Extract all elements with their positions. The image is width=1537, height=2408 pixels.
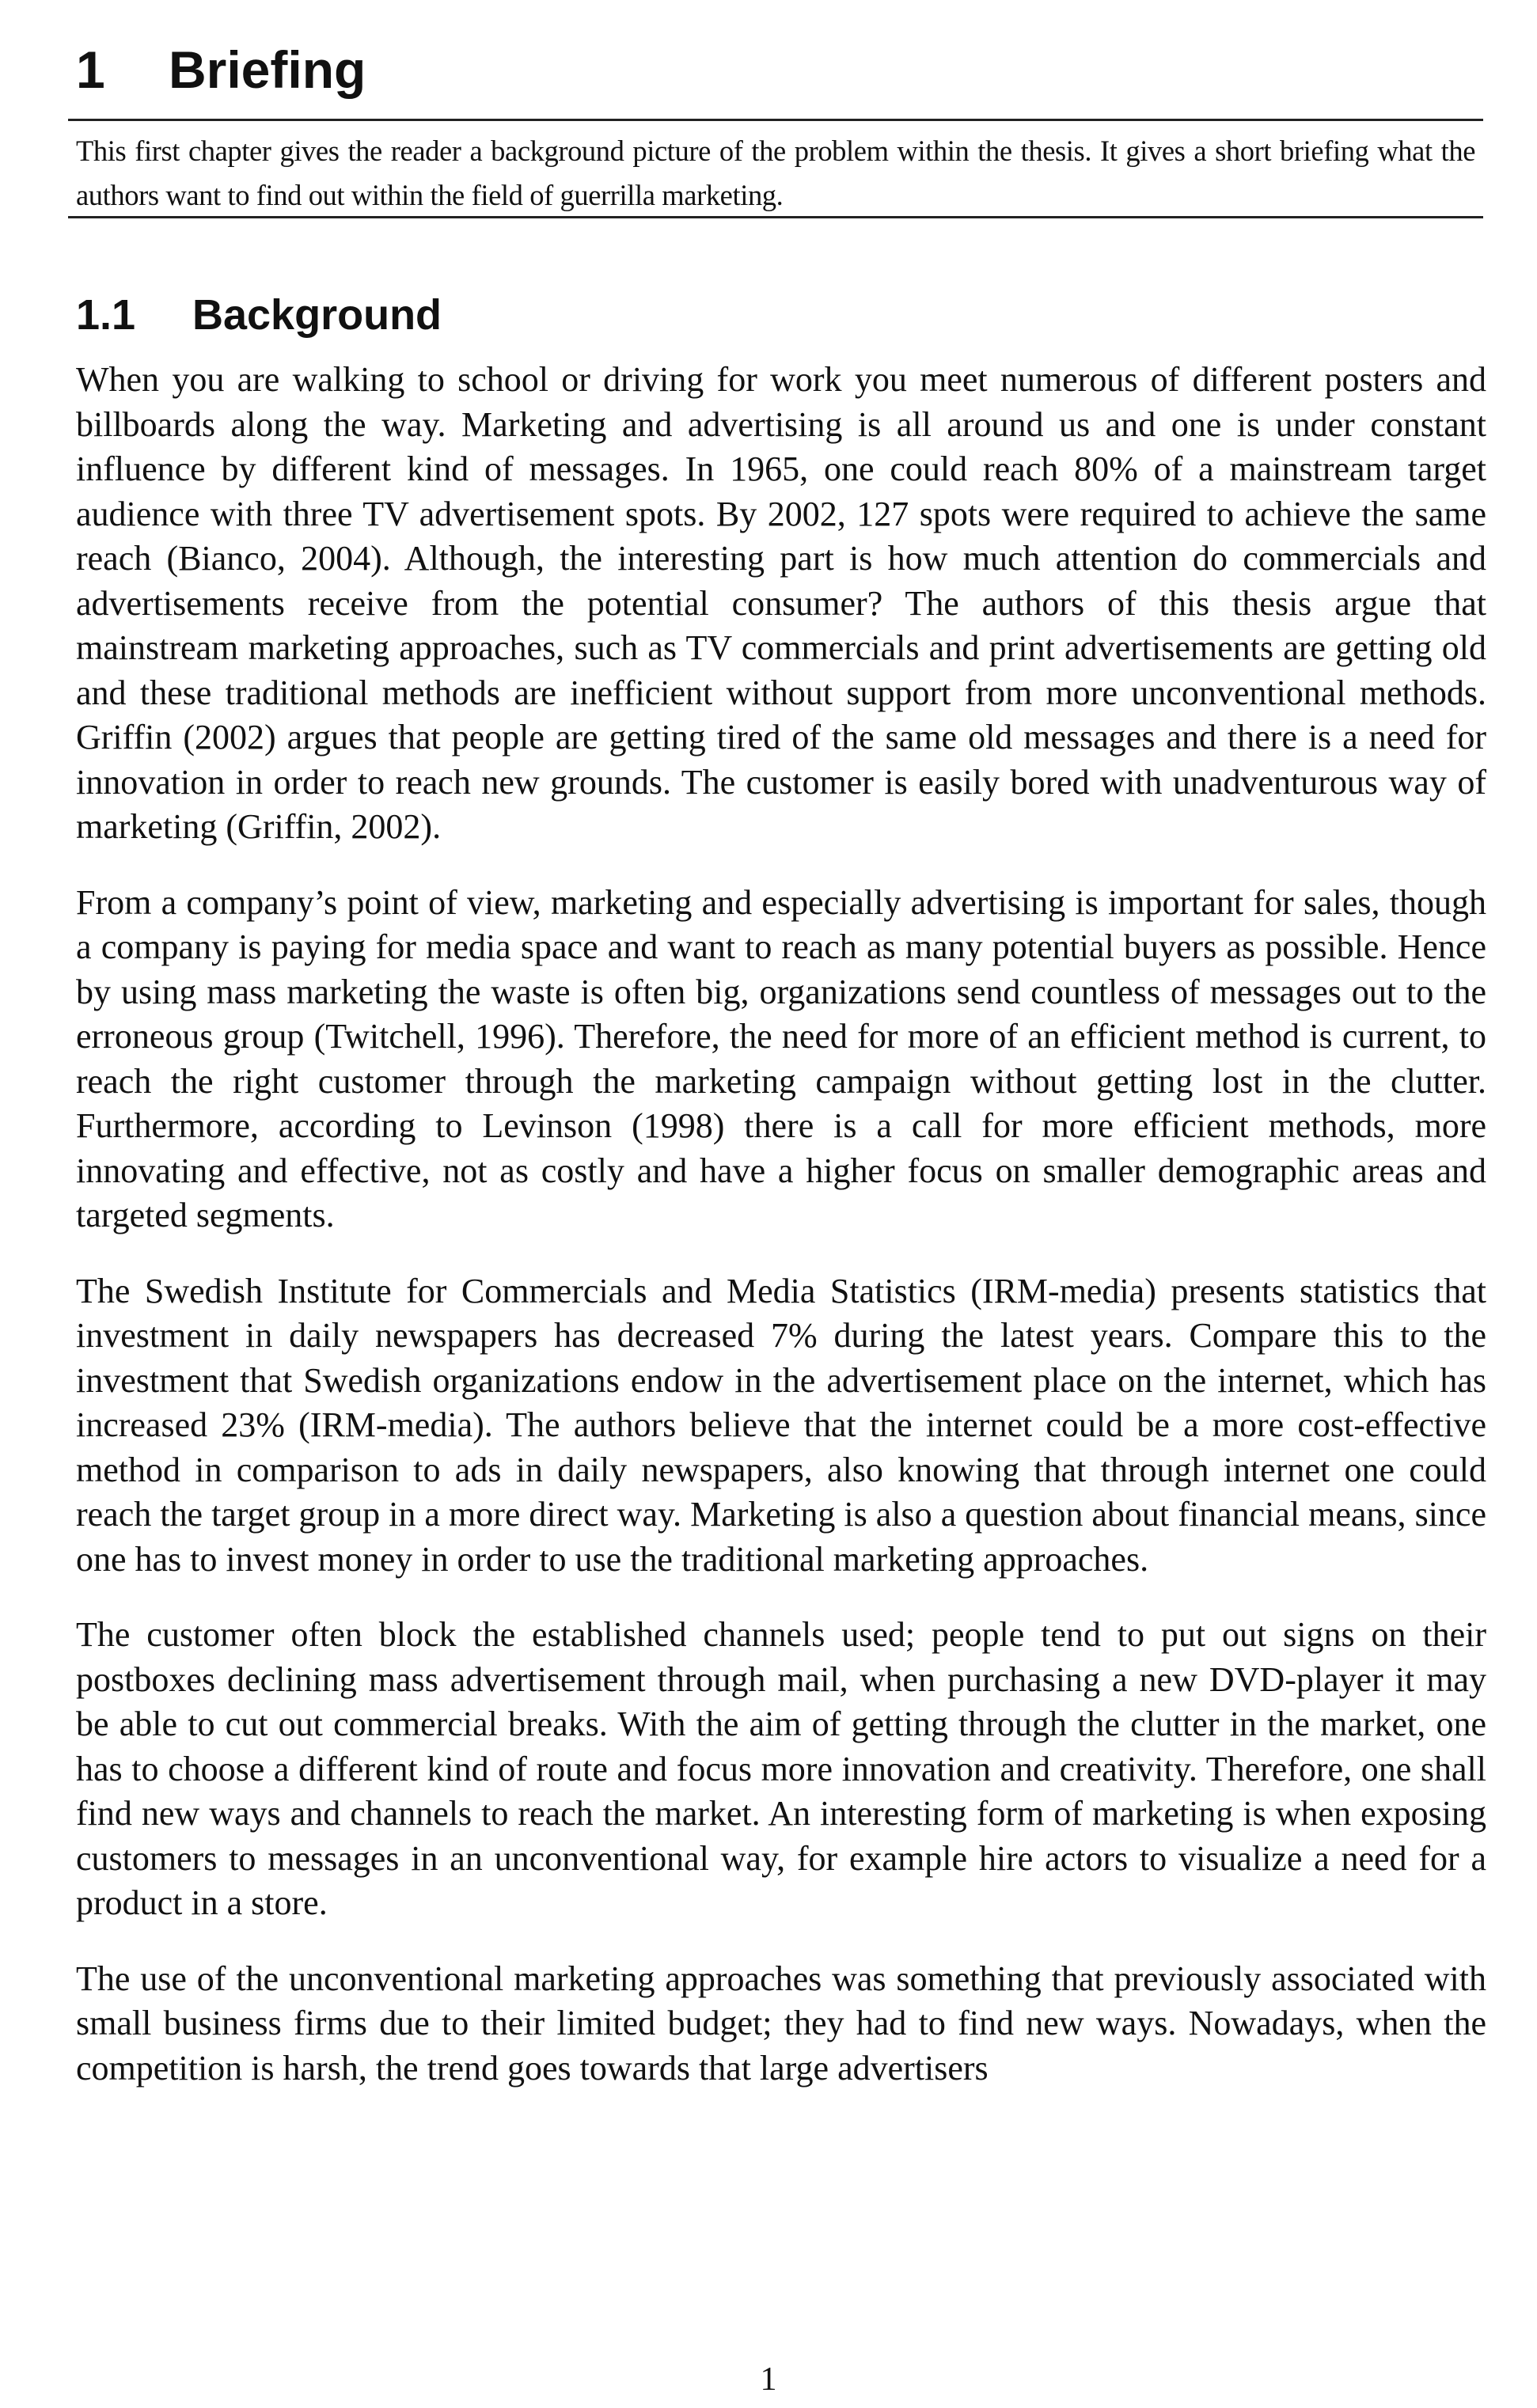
section-heading [76,283,442,347]
paragraph: From a company’s point of view, marketing and especially advertising is important for sales, though a company is paying for media space and want to reach as many potential buyers as possible. Hence by using mass marketing the waste is often big, organizations send countless of messages out to the erroneous group (Twitchell, 1996). Therefore, the need for more of an efficient method is current, to reach the right customer through the marketing campaign without getting lost in the clutter. Furthermore, according to Levinson (1998) there is a call for more efficient methods, more innovating and effective, not as costly and have a higher focus on smaller demographic areas and targeted segments. [76,882,1486,1234]
chapter-number: 1 [76,40,105,99]
page-number: 1 [760,2361,777,2398]
paragraph: The customer often block the established channels used; people tend to put out signs on their postboxes declining mass advertisement through mail, when purchasing a new DVD-player it may be able to cut out commercial breaks. With the aim of getting through the clutter in the market, one has to choose a different kind of route and focus more innovation and creativity. Therefore, one shall find new ways and channels to reach the market. An interesting form of marketing is when exposing customers to messages in an unconventional way, for example hire actors to visualize a need for a product in a store. [76,1615,1486,1922]
chapter-intro-box [68,119,1483,218]
paragraph: When you are walking to school or driving for work you meet numerous of different posters and billboards along the way. Marketing and advertising is all around us and one is under constant influence by different kind of messages. In 1965, one could reach 80% of a mainstream target audience with three TV advertisement spots. By 2002, 127 spots were required to achieve the same reach (Bianco, 2004). Although, the interesting part is how much attention do commercials and advertisements receive from the potential consumer? The authors of this thesis argue that mainstream marketing approaches, such as TV commercials and print advertisements are getting old and these traditional methods are inefficient without support from more unconventional methods. Griffin (2002) argues that people are getting tired of the same old messages and there is a need for innovation in order to reach new grounds. The customer is easily bored with unadventurous way of marketing (Griffin, 2002). [76,360,1486,846]
section-title: Background [192,291,442,339]
section-number: 1.1 [76,291,136,339]
paragraph: The use of the unconventional marketing approaches was something that previously associated with small business firms due to their limited budget; they had to find new ways. Nowadays, when the competition is harsh, the trend goes towards that large advertisers [76,1959,1486,2088]
chapter-heading [76,38,366,101]
paragraph: The Swedish Institute for Commercials and Media Statistics (IRM-media) presents statistics that investment in daily newspapers has decreased 7% during the latest years. Compare this to the investment that Swedish organizations endow in the advertisement place on the internet, which has increased 23% (IRM-media). The authors believe that the internet could be a more cost-effective method in comparison to ads in daily newspapers, also knowing that through internet one could reach the target group in a more direct way. Marketing is also a question about financial means, since one has to invest money in order to use the traditional marketing approaches. [76,1271,1486,1579]
body-text [76,358,1486,2122]
chapter-intro-text: This first chapter gives the reader a background picture of the problem within the thesis. It gives a short briefing what the authors want to find out within the field of guerrilla marketing. [76,135,1475,211]
chapter-title: Briefing [169,40,366,99]
